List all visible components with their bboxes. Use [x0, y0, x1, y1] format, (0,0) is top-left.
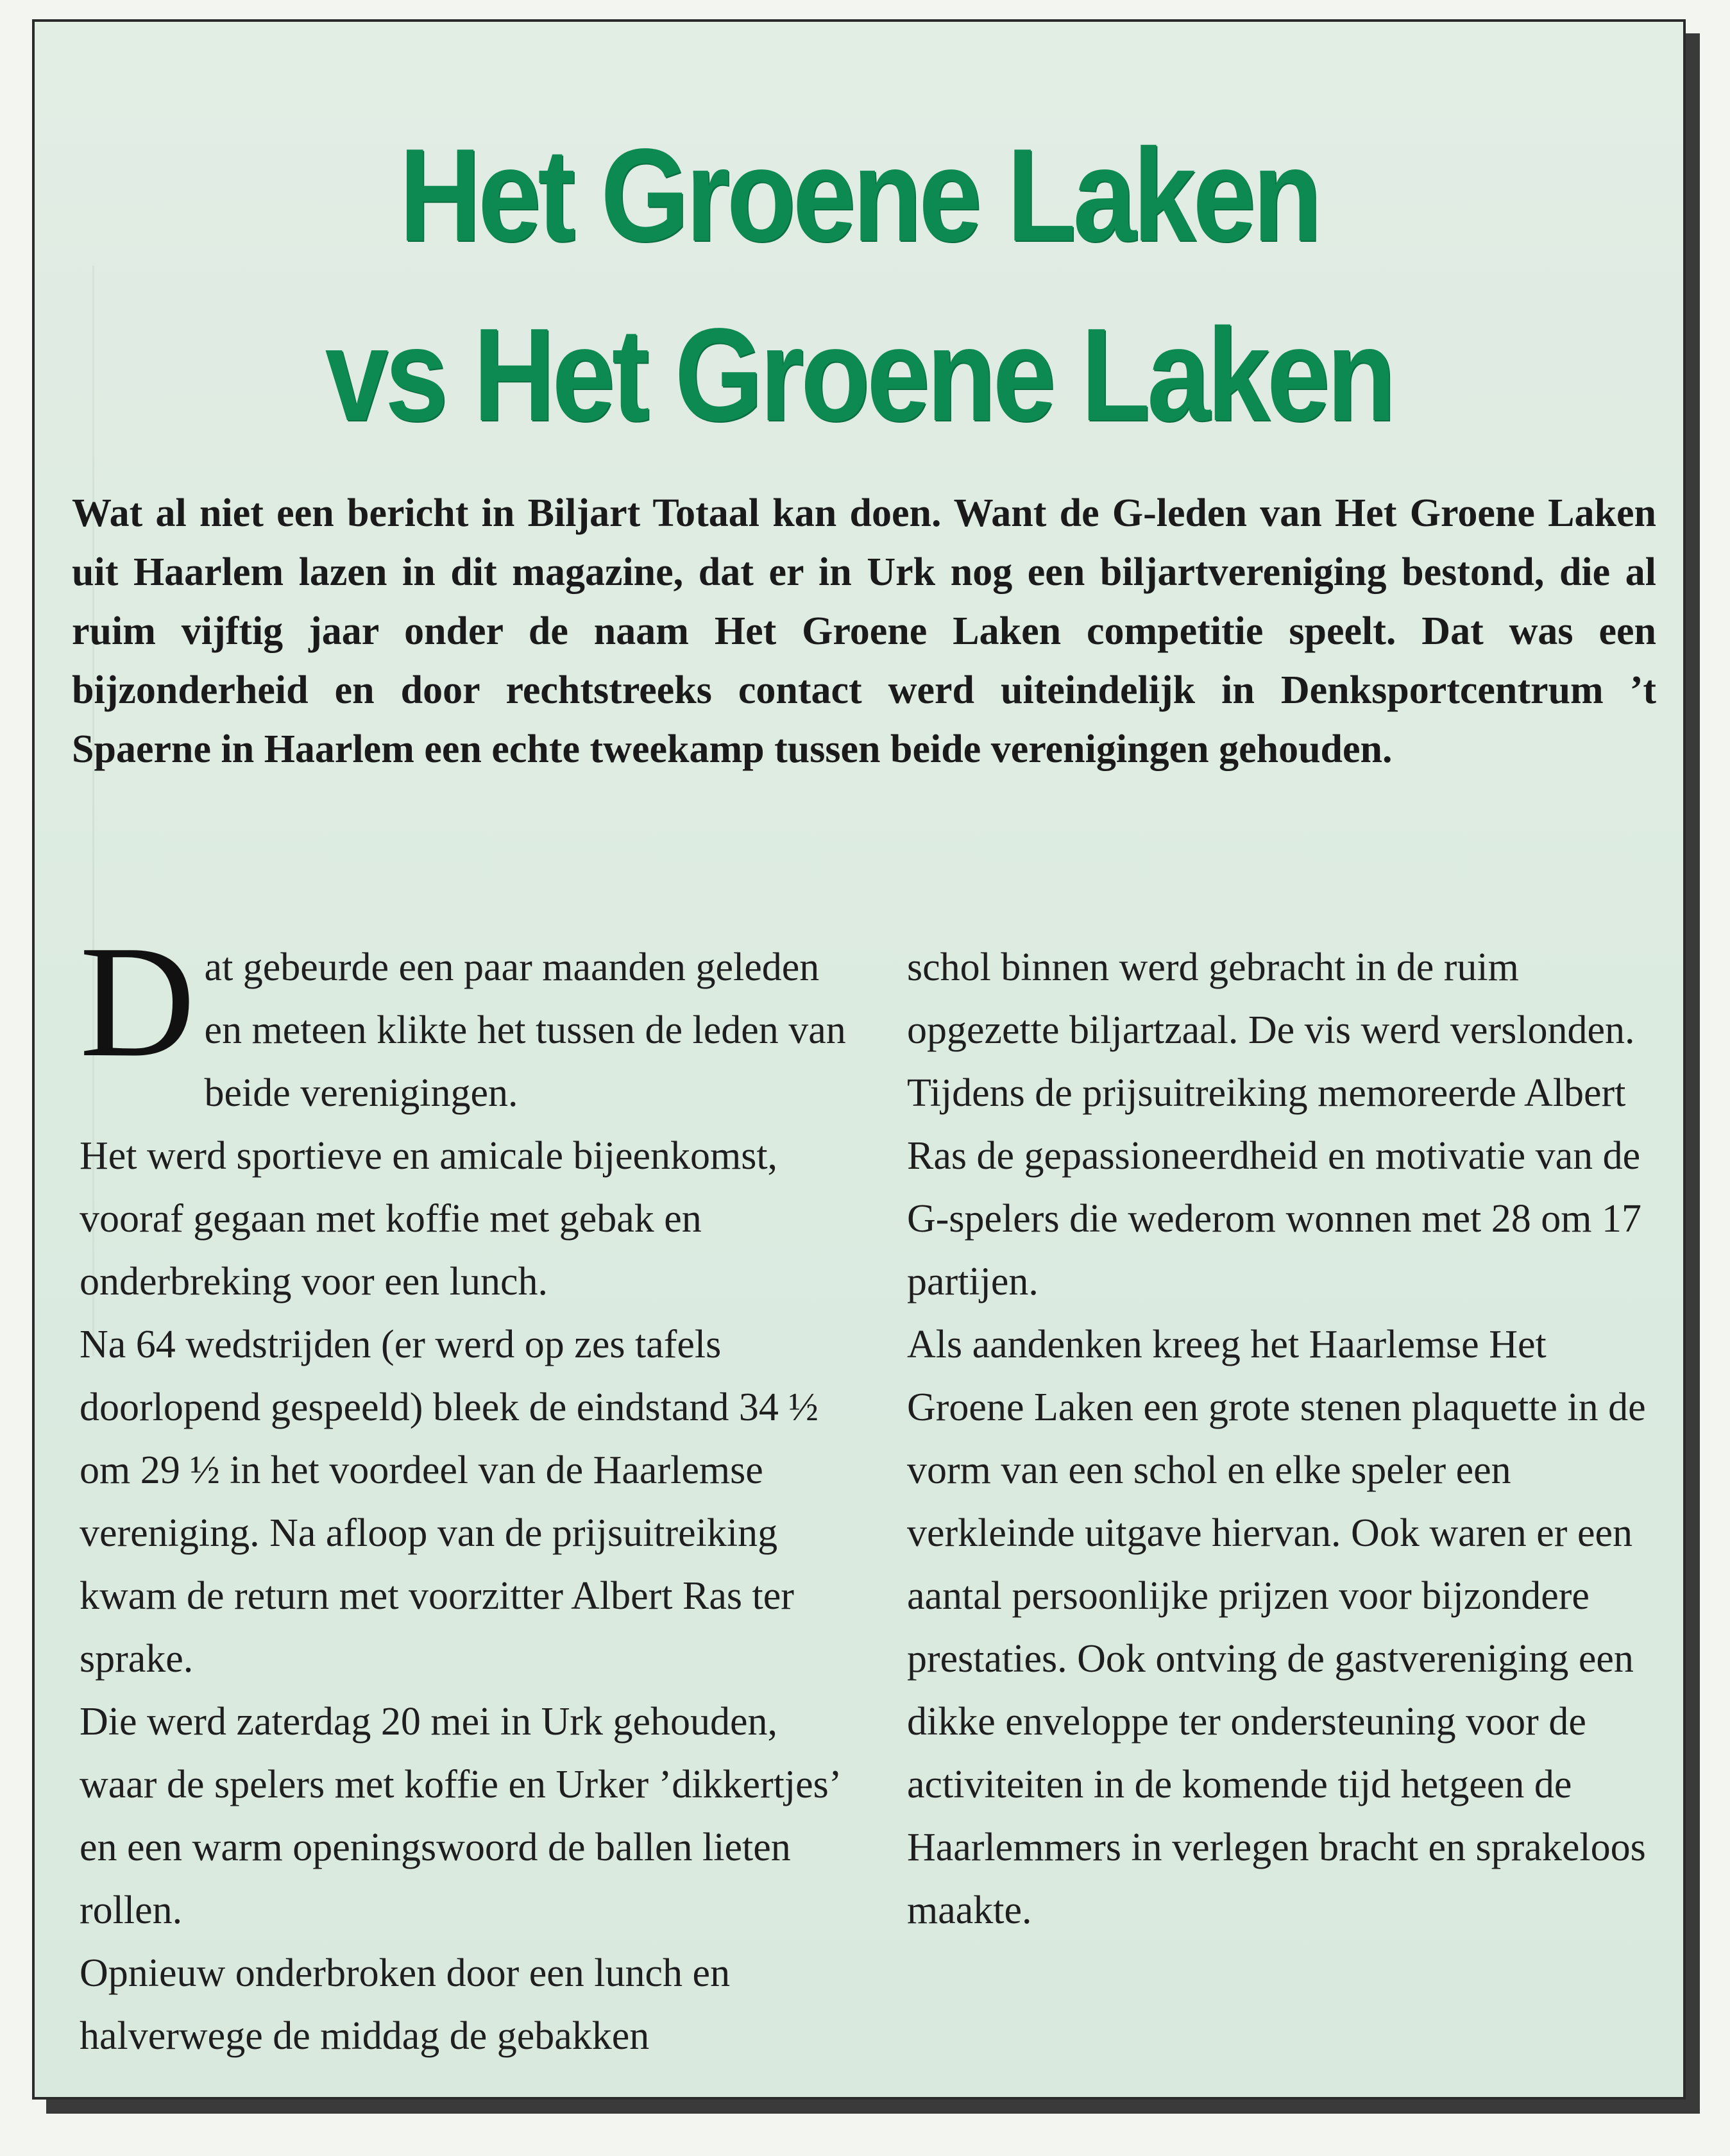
- article-panel: [32, 19, 1686, 2100]
- intro-paragraph: Wat al niet een bericht in Biljart Totaal kan doen. Want de G-leden van Het Groene Laken uit Haarlem lazen in dit magazine, dat er in Urk nog een biljartvereniging bestond, die al ruim vijftig jaar onder de naam Het Groene Laken competitie speelt. Dat was een bijzonderheid en door rechtstreeks contact werd uiteindelijk in Denksportcentrum ’t Spaerne in Haarlem een echte tweekamp tussen beide verenigingen gehouden.: [72, 491, 1656, 771]
- right-paragraph-1: schol binnen werd gebracht in de ruim opgezette biljartzaal. De vis werd verslonden.: [907, 946, 1635, 1052]
- drop-cap: D: [80, 913, 196, 1091]
- article-title: [150, 105, 1568, 464]
- left-column: [80, 913, 856, 2067]
- right-paragraph-2: Tijdens de prijsuitreiking memoreerde Albert Ras de gepassioneerdheid en motivatie van de G-spelers die wederom wonnen met 28 om 17 partijen.: [907, 1071, 1642, 1303]
- title-line-1: Het Groene Laken: [399, 121, 1319, 269]
- right-column: [907, 936, 1658, 1942]
- title-line-2: vs Het Groene Laken: [325, 301, 1393, 448]
- left-paragraph-1: at gebeurde een paar maanden geleden en meteen klikte het tussen de leden van beide verenigingen.: [204, 946, 846, 1115]
- right-paragraph-3: Als aandenken kreeg het Haarlemse Het Groene Laken een grote stenen plaquette in de vorm van een schol en elke speler een verkleinde uitgave hiervan. Ook waren er een aantal persoonlijke prijzen voor bijzondere prestaties. Ook ontving de gastvereniging een dikke enveloppe ter ondersteuning voor de activiteiten in de komende tijd hetgeen de Haarlemmers in verlegen bracht en sprakeloos maakte.: [907, 1323, 1646, 1932]
- left-paragraph-2: Het werd sportieve en amicale bijeenkomst, vooraf gegaan met koffie met gebak en onderbreking voor een lunch.: [80, 1134, 778, 1303]
- left-paragraph-3: Na 64 wedstrijden (er werd op zes tafels doorlopend gespeeld) bleek de eindstand 34 ½ om 29 ½ in het voordeel van de Haarlemse vereniging. Na afloop van de prijsuitreiking kwam de return met voorzitter Albert Ras ter sprake.: [80, 1323, 818, 1681]
- left-paragraph-5: Opnieuw onderbroken door een lunch en halverwege de middag de gebakken: [80, 1951, 731, 2058]
- left-paragraph-4: Die werd zaterdag 20 mei in Urk gehouden, waar de spelers met koffie en Urker ’dikkertjes’ en een warm openingswoord de ballen lieten rollen.: [80, 1700, 839, 1932]
